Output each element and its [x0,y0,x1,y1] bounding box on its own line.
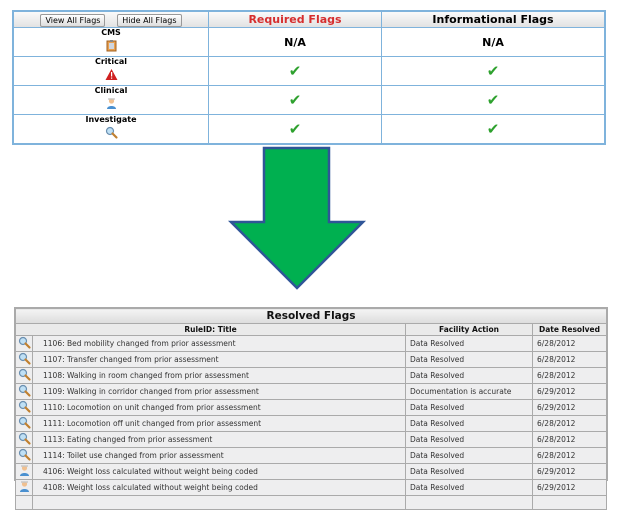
flag-category-label: Clinical [94,86,128,95]
magnifier-icon[interactable] [16,384,33,400]
hide-all-flags-button[interactable]: Hide All Flags [117,14,181,27]
column-header-rule[interactable]: RuleID: Title [16,324,406,336]
table-row[interactable] [16,352,607,368]
table-row[interactable] [16,448,607,464]
rule-title: 1114: Toilet use changed from prior assessment [33,448,406,464]
nurse-icon[interactable] [16,480,33,496]
nurse-icon[interactable] [16,464,33,480]
facility-action: Data Resolved [406,480,533,496]
column-header-action[interactable]: Facility Action [406,324,533,336]
date-resolved: 6/28/2012 [533,416,607,432]
column-header-date[interactable]: Date Resolved [533,324,607,336]
facility-action: Data Resolved [406,416,533,432]
magnifier-icon[interactable] [16,400,33,416]
magnifier-icon[interactable] [16,352,33,368]
table-row[interactable] [16,368,607,384]
table-row[interactable] [16,432,607,448]
rule-title: 1106: Bed mobility changed from prior assessment [33,336,406,352]
table-row[interactable] [16,416,607,432]
facility-action: Data Resolved [406,352,533,368]
date-resolved: 6/28/2012 [533,352,607,368]
table-row[interactable] [16,384,607,400]
rule-title: 1108: Walking in room changed from prior assessment [33,368,406,384]
rule-title: 4106: Weight loss calculated without weight being coded [33,464,406,480]
date-resolved: 6/28/2012 [533,336,607,352]
date-resolved: 6/29/2012 [533,480,607,496]
facility-action: Data Resolved [406,448,533,464]
date-resolved: 6/29/2012 [533,464,607,480]
facility-action: Data Resolved [406,368,533,384]
flag-category-label: Critical [94,57,127,66]
required-flag-status[interactable]: ✔ [209,86,382,115]
facility-action: Data Resolved [406,464,533,480]
magnifier-icon[interactable] [16,432,33,448]
facility-action: Data Resolved [406,336,533,352]
informational-flag-status[interactable]: ✔ [382,86,606,115]
date-resolved: 6/28/2012 [533,368,607,384]
date-resolved: 6/29/2012 [533,384,607,400]
magnifier-icon[interactable] [16,336,33,352]
facility-action: Data Resolved [406,400,533,416]
table-row[interactable] [16,480,607,496]
flag-category-label: CMS [101,28,121,37]
flag-category-label: Investigate [85,115,137,124]
table-row[interactable] [16,336,607,352]
rule-title: 1113: Eating changed from prior assessment [33,432,406,448]
table-row[interactable] [16,464,607,480]
table-row[interactable] [16,400,607,416]
resolved-flags-panel [14,307,608,492]
required-flag-status[interactable]: ✔ [209,57,382,86]
rule-title: 1110: Locomotion on unit changed from prior assessment [33,400,406,416]
date-resolved: 6/28/2012 [533,448,607,464]
magnifier-icon[interactable] [16,368,33,384]
date-resolved: 6/28/2012 [533,432,607,448]
view-all-flags-button[interactable]: View All Flags [40,14,105,27]
rule-title: 1111: Locomotion off unit changed from prior assessment [33,416,406,432]
nurse-icon [16,496,33,510]
required-flag-status[interactable]: N/A [209,28,382,57]
magnifier-icon[interactable] [16,448,33,464]
facility-action: Documentation is accurate [406,384,533,400]
informational-flags-header: Informational Flags [382,11,606,28]
informational-flag-status[interactable]: ✔ [382,115,606,145]
rule-title: 1107: Transfer changed from prior assessment [33,352,406,368]
rule-title: 4108: Weight loss calculated without weight being coded [33,480,406,496]
magnifier-icon[interactable] [16,416,33,432]
date-resolved: 6/29/2012 [533,400,607,416]
required-flag-status[interactable]: ✔ [209,115,382,145]
informational-flag-status[interactable]: ✔ [382,57,606,86]
resolved-flags-title: Resolved Flags [16,309,607,324]
required-flags-header: Required Flags [209,11,382,28]
rule-title: 1109: Walking in corridor changed from prior assessment [33,384,406,400]
facility-action: Data Resolved [406,432,533,448]
informational-flag-status[interactable]: N/A [382,28,606,57]
